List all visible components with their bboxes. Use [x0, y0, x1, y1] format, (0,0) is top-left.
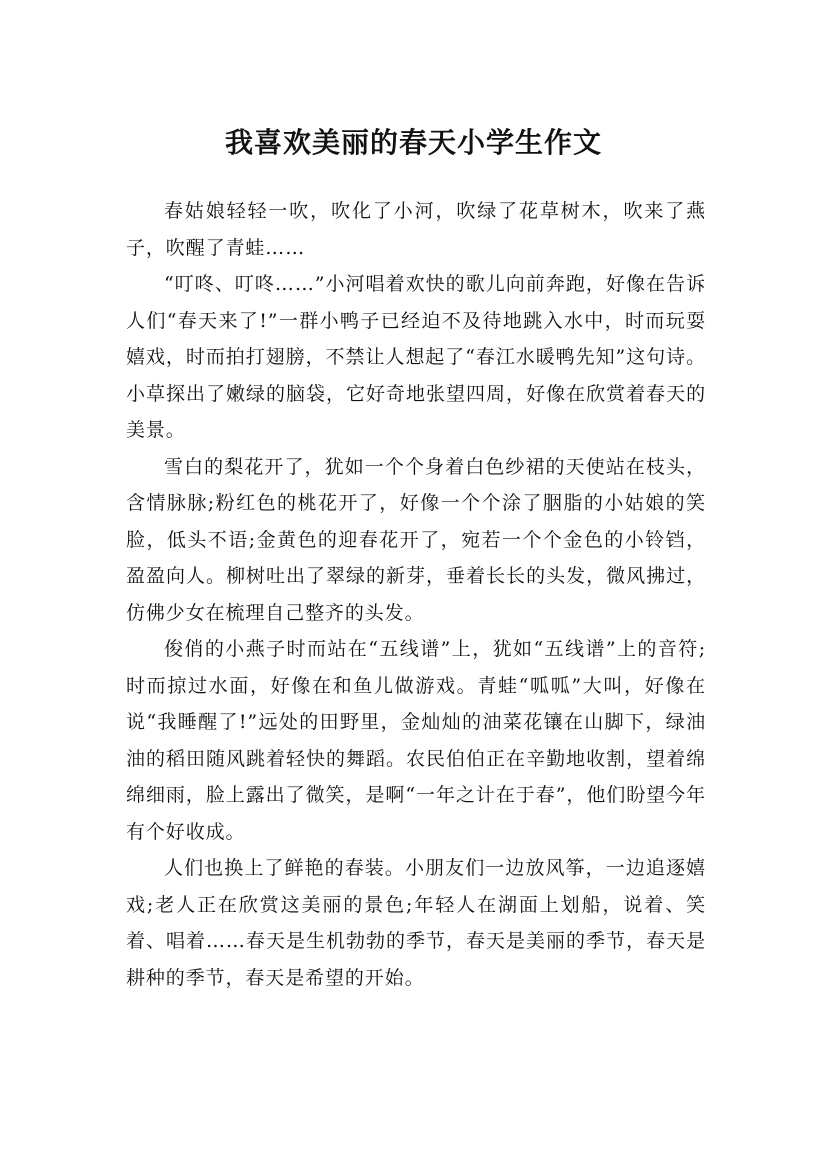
paragraph-4: 俊俏的小燕子时而站在“五线谱”上，犹如“五线谱”上的音符;时而掠过水面，好像在和鱼儿做游戏。青蛙“呱呱”大叫，好像在说“我睡醒了!”远处的田野里，金灿灿的油菜花镶在山脚下，绿油油的稻田随风跳着轻快的舞蹈。农民伯伯正在辛勤地收割，望着绵绵细雨，脸上露出了微笑，是啊“一年之计在于春”，他们盼望今年有个好收成。: [126, 638, 706, 843]
paragraph-5: 人们也换上了鲜艳的春装。小朋友们一边放风筝，一边追逐嬉戏;老人正在欣赏这美丽的景色;年轻人在湖面上划船，说着、笑着、唱着……春天是生机勃勃的季节，春天是美丽的季节，春天是耕种的季节，春天是希望的开始。: [126, 857, 706, 989]
document-title: 我喜欢美丽的春天小学生作文: [224, 125, 602, 159]
paragraph-3: 雪白的梨花开了，犹如一个个身着白色纱裙的天使站在枝头，含情脉脉;粉红色的桃花开了，好像一个个涂了胭脂的小姑娘的笑脸，低头不语;金黄色的迎春花开了，宛若一个个金色的小铃铛，盈盈向人。柳树吐出了翠绿的新芽，垂着长长的头发，微风拂过，仿佛少女在梳理自己整齐的头发。: [126, 455, 706, 624]
paragraph-1: 春姑娘轻轻一吹，吹化了小河，吹绿了花草树木，吹来了燕子，吹醒了青蛙……: [126, 200, 706, 259]
document-body: [126, 193, 706, 996]
paragraph-2: “叮咚、叮咚……”小河唱着欢快的歌儿向前奔跑，好像在告诉人们“春天来了!”一群小鸭子已经迫不及待地跳入水中，时而玩耍嬉戏，时而拍打翅膀，不禁让人想起了“春江水暖鸭先知”这句诗。小草探出了嫩绿的脑袋，它好奇地张望四周，好像在欣赏着春天的美景。: [126, 273, 706, 441]
